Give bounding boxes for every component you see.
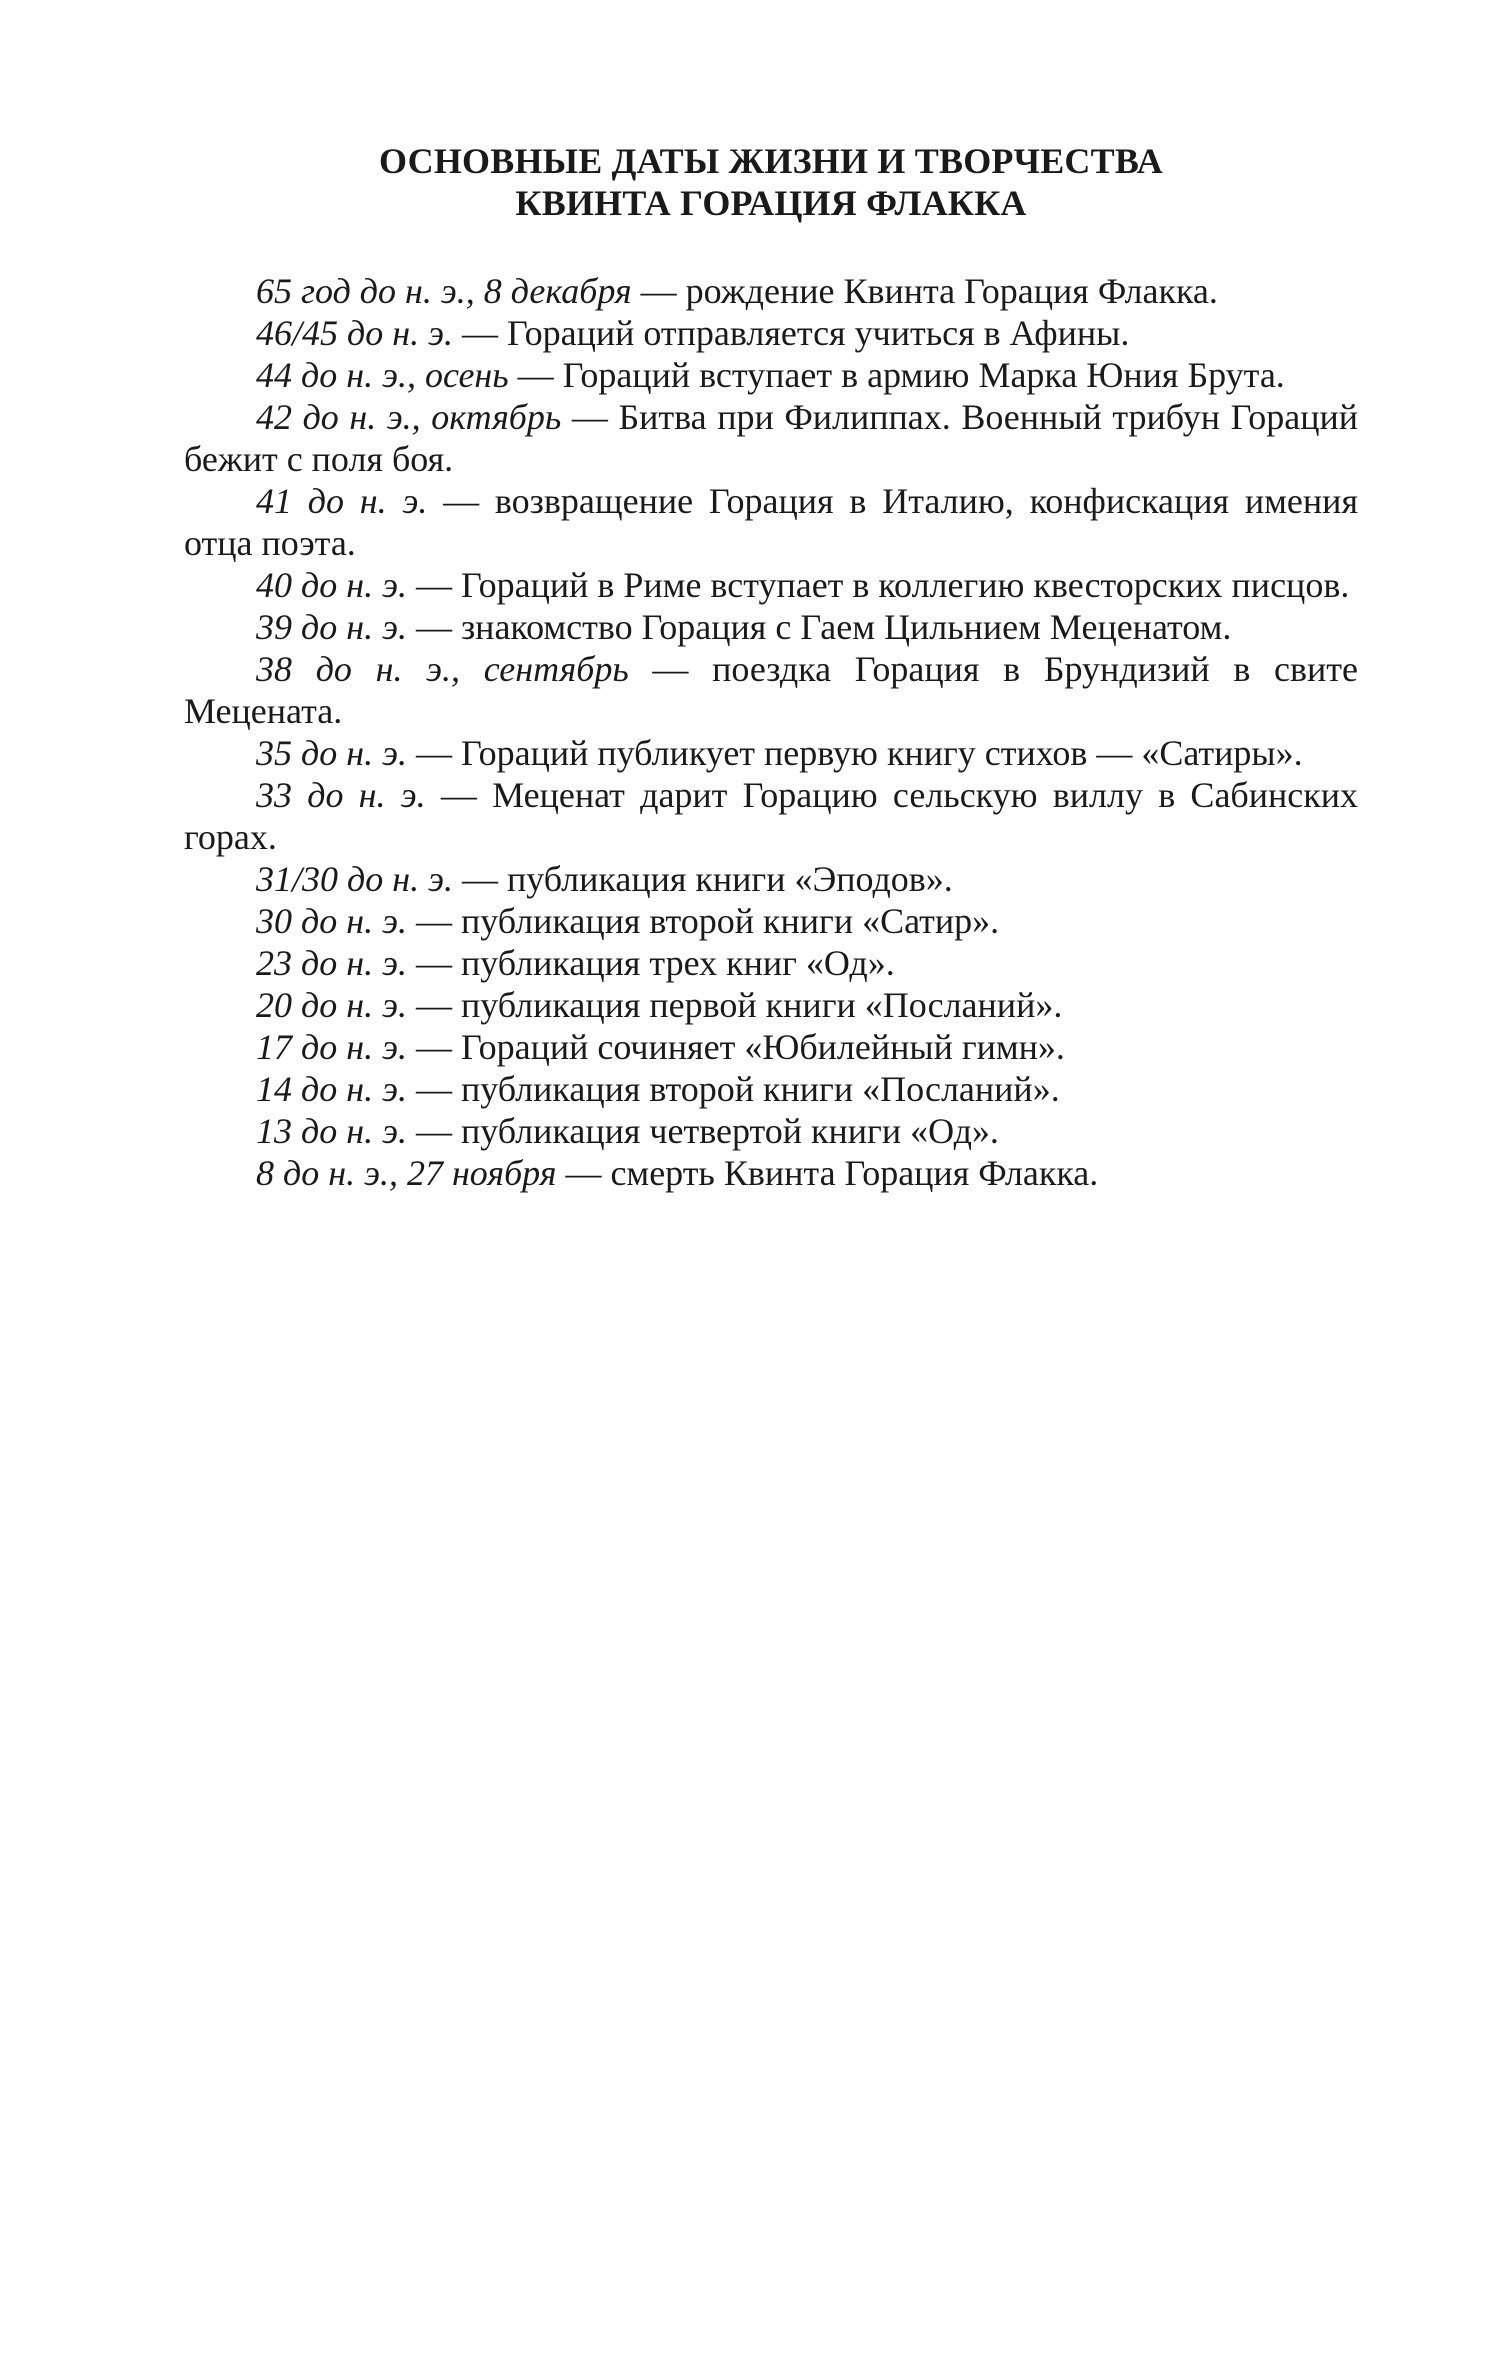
entry-date: 17 до н. э. (256, 1027, 407, 1067)
document-page (184, 140, 1358, 1194)
entry-text: — публикация второй книги «Посланий». (406, 1069, 1060, 1109)
entry-text: — Гораций в Риме вступает в коллегию квесторских писцов. (406, 565, 1350, 605)
entry-text: — публикация книги «Эподов». (452, 859, 953, 899)
chronology-entry (184, 774, 1358, 858)
entry-text: — Битва при Филиппах. Военный трибун Гораций бежит с поля боя. (184, 397, 1359, 479)
entry-text: — публикация трех книг «Од». (406, 943, 895, 983)
page-title-line-2: КВИНТА ГОРАЦИЯ ФЛАККА (515, 183, 1027, 223)
entry-text: — Меценат дарит Горацию сельскую виллу в Сабинских горах. (184, 775, 1359, 857)
chronology-entry (184, 606, 1358, 648)
page-title-line-1: ОСНОВНЫЕ ДАТЫ ЖИЗНИ И ТВОРЧЕСТВА (379, 141, 1163, 181)
chronology-entry (184, 312, 1358, 354)
chronology-entry (184, 270, 1358, 312)
entry-text: — Гораций вступает в армию Марка Юния Брута. (508, 355, 1285, 395)
entry-text: — рождение Квинта Горация Флакка. (631, 271, 1218, 311)
chronology-entry (184, 1152, 1358, 1194)
entry-text: — знакомство Горация с Гаем Цильнием Меценатом. (406, 607, 1232, 647)
chronology-entry (184, 900, 1358, 942)
chronology-entry (184, 1026, 1358, 1068)
entry-date: 31/30 до н. э. (256, 859, 453, 899)
page-title (184, 140, 1358, 224)
entry-date: 65 год до н. э., 8 декабря (256, 271, 632, 311)
entry-date: 20 до н. э. (256, 985, 407, 1025)
chronology-entry (184, 984, 1358, 1026)
entry-text: — Гораций сочиняет «Юбилейный гимн». (406, 1027, 1065, 1067)
entry-text: — возвращение Горация в Италию, конфискация имения отца поэта. (184, 481, 1359, 563)
entry-text: — Гораций отправляется учиться в Афины. (452, 313, 1130, 353)
chronology-entry (184, 480, 1358, 564)
entry-date: 13 до н. э. (256, 1111, 407, 1151)
entry-date: 30 до н. э. (256, 901, 407, 941)
chronology-list (184, 270, 1358, 1194)
chronology-entry (184, 942, 1358, 984)
entry-date: 35 до н. э. (256, 733, 407, 773)
entry-text: — смерть Квинта Горация Флакка. (556, 1153, 1099, 1193)
chronology-entry (184, 1110, 1358, 1152)
chronology-entry (184, 858, 1358, 900)
entry-date: 8 до н. э., 27 ноября (256, 1153, 557, 1193)
chronology-entry (184, 648, 1358, 732)
chronology-entry (184, 1068, 1358, 1110)
entry-date: 44 до н. э., осень (256, 355, 509, 395)
entry-date: 23 до н. э. (256, 943, 407, 983)
chronology-entry (184, 354, 1358, 396)
entry-date: 33 до н. э. (256, 775, 426, 815)
chronology-entry (184, 564, 1358, 606)
entry-text: — публикация второй книги «Сатир». (406, 901, 1000, 941)
entry-text: — публикация четвертой книги «Од». (406, 1111, 999, 1151)
entry-text: — публикация первой книги «Посланий». (406, 985, 1063, 1025)
entry-date: 42 до н. э., октябрь (256, 397, 562, 437)
entry-date: 39 до н. э. (256, 607, 407, 647)
chronology-entry (184, 732, 1358, 774)
chronology-entry (184, 396, 1358, 480)
entry-text: — Гораций публикует первую книгу стихов — «Сатиры». (406, 733, 1303, 773)
entry-date: 46/45 до н. э. (256, 313, 453, 353)
entry-date: 41 до н. э. (256, 481, 428, 521)
entry-text: — поездка Горация в Брундизий в свите Мецената. (184, 649, 1358, 731)
entry-date: 40 до н. э. (256, 565, 407, 605)
entry-date: 38 до н. э., сентябрь (256, 649, 629, 689)
entry-date: 14 до н. э. (256, 1069, 407, 1109)
